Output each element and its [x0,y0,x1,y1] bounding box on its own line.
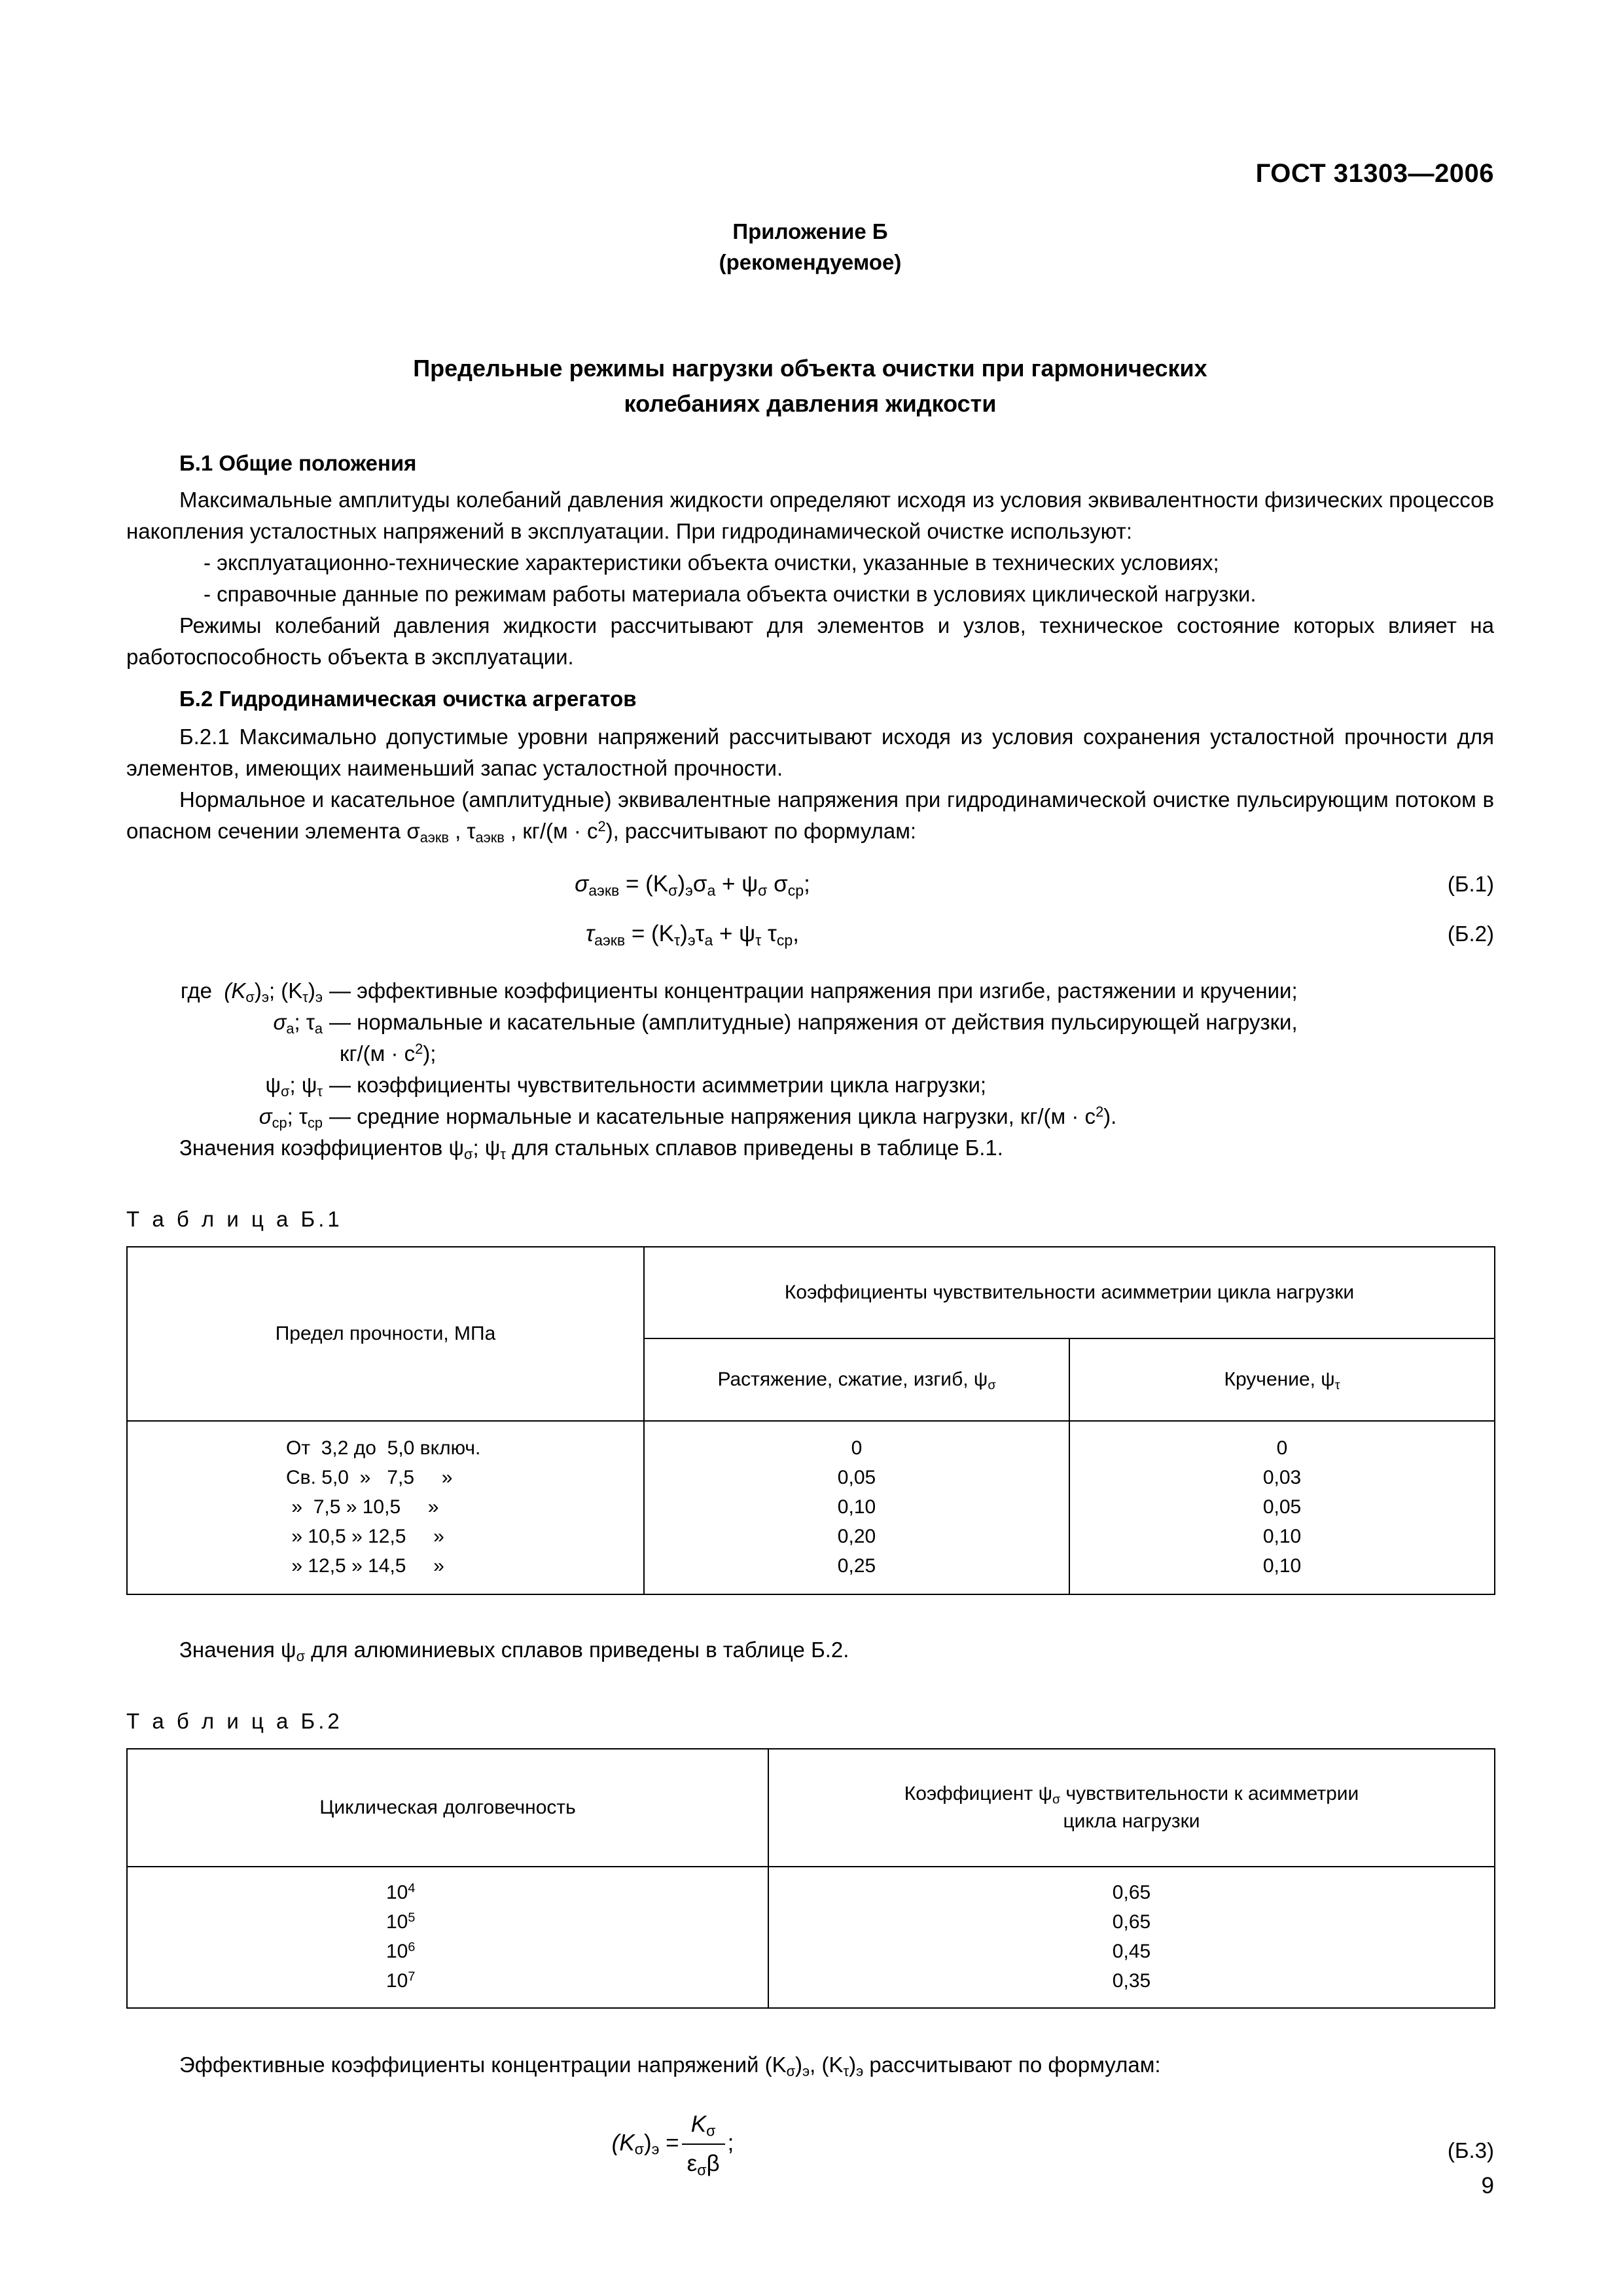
b2-p2-part3: , кг/(м · с [504,819,598,843]
closing-sub-3: τ [843,2063,849,2080]
table-cell-value: 0,03 [1262,1467,1302,1488]
w4-sub1: ср [272,1115,287,1132]
b2-p2-sub2: aэкв [475,829,505,846]
formula-b1-lhs: σ [575,871,589,897]
table-b1-subhead-sigma-sub: σ [988,1378,996,1393]
table-b2-head-right-sub: σ [1052,1792,1061,1807]
cycle-exp: 5 [408,1910,416,1926]
formula-b2-k-sub: τ [674,931,681,949]
formula-b3-numerator [682,2107,725,2144]
w4-text-pre: — средние нормальные и касательные напряжения цикла нагрузки, кг/(м · с [329,1104,1096,1128]
closing-sub-1: σ [786,2063,796,2080]
table-b2-header-row [127,1749,1495,1867]
table-cell-value: 0,10 [837,1496,876,1518]
page-title-line-2: колебаниях давления жидкости [624,390,997,417]
table-row [128,1878,768,1907]
where-item-2 [126,1007,1494,1038]
page-title-line-1: Предельные режимы нагрузки объекта очистки при гармонических [413,355,1207,382]
between-note-sub: σ [296,1648,305,1665]
formula-b1-body [126,867,1494,902]
table-cell-value: 0,65 [1112,1882,1151,1903]
w1-sub3: τ [302,989,308,1006]
formula-b3-denominator [682,2144,725,2181]
w1-mid: ) [254,978,262,1003]
b2-p2-part4: ), рассчитывают по формулам: [605,819,917,843]
closing-sub-4: э [856,2063,864,2080]
w4-text-post: ). [1103,1104,1117,1128]
w3-sub1: σ [281,1083,290,1100]
w4-sub2: ср [308,1115,323,1132]
closing-text-pre: Эффективные коэффициенты концентрации напряжений (K [179,2053,787,2077]
w4-sep: ; τ [287,1104,308,1128]
formula-b3-fraction [682,2107,725,2181]
annex-heading-block [126,216,1494,278]
formula-b3-lhs-sub: σ [634,2140,644,2158]
where-lead: где [180,978,213,1003]
where-item-1-text: — эффективные коэффициенты концентрации напряжения при изгибе, растяжении и кручении; [329,978,1298,1003]
formula-b3-lhs-e: э [651,2140,660,2158]
table-row: От 3,2 до 5,0 включ. [286,1437,481,1459]
table-b1-caption: Т а б л и ц а Б.1 [126,1207,343,1231]
formula-b1-k-sub: σ [668,882,678,899]
w2-unit-pre: кг/(м · с [340,1041,416,1066]
table-row: » 7,5 » 10,5 » [286,1496,439,1518]
table-cell-value: 0,65 [1112,1911,1151,1933]
w1-sep: ; (K [268,978,303,1003]
formula-b3-den-beta: β [706,2151,720,2176]
table-b1-subhead-tau-text: Кручение, ψ [1224,1369,1335,1390]
where-item-2-label [126,1007,329,1038]
table-b1-subhead-tau-sub: τ [1334,1378,1340,1393]
where-definitions [126,975,1494,1164]
formula-b2-e-sub: э [687,931,696,949]
formula-b3-expression [612,2107,734,2181]
cycle-base: 10 [386,1911,408,1933]
formula-b3-body [126,2107,1494,2181]
table-b2-cycles-cell [127,1867,768,2008]
w1-pre: (K [224,978,246,1003]
section-b2 [126,686,1494,712]
w2-unit-post: ); [423,1041,437,1066]
table-b2-body-row [127,1867,1495,2008]
section-b1-paragraph-1: Максимальные амплитуды колебаний давления жидкости определяют исходя из условия эквивалентности физических процессов накопления усталостных напряжений в эксплуатации. При гидродинамической очистке используют: [126,488,1494,543]
formula-b1-s2: σ [767,871,788,897]
formula-b1-s2-sub: ср [787,882,804,899]
table-row: » 12,5 » 14,5 » [286,1555,444,1577]
table-b1-head-group: Коэффициенты чувствительности асимметрии цикла нагрузки [644,1247,1495,1338]
table-b2-head-left: Циклическая долговечность [127,1749,768,1867]
where-item-1 [126,975,1494,1007]
w3-pre: ψ [265,1073,281,1097]
section-b1-bullet-1: - эксплуатационно-технические характеристики объекта очистки, указанные в технических условиях; [204,550,1219,575]
running-head-standard-number: ГОСТ 31303—2006 [1255,159,1494,188]
cycle-base: 10 [386,1970,408,1992]
formula-b2-tail: , [793,921,799,946]
table-cell-value: 0,20 [837,1526,876,1547]
formula-b2-s1-sub: a [704,931,713,949]
where-item-2-text-cont [126,1038,1494,1069]
formula-b2-body [126,916,1494,952]
formula-b3-num-sub: σ [706,2122,716,2140]
formula-b3-eq: = [666,2130,679,2156]
b2-p2-part1: Нормальное и касательное (амплитудные) эквивалентные напряжения при гидродинамической очистке пульсирующим потоком в опасном сечении элемента σ [126,787,1494,843]
annex-status: (рекомендуемое) [719,250,902,274]
formula-b2-s2: τ [761,921,777,946]
section-b1-paragraph-2: Режимы колебаний давления жидкости рассчитывают для элементов и узлов, техническое состояние которых влияет на работоспособность объекта в эксплуатации. [126,613,1494,669]
table-cell-value: 0,35 [1112,1970,1151,1992]
between-note-post: для алюминиевых сплавов приведены в таблице Б.2. [305,1638,849,1662]
formula-b2-s2-sub: ср [776,931,793,949]
formula-b1-tail: ; [804,871,810,897]
table-b1-psi-sigma-cell [644,1421,1069,1594]
where-item-4 [126,1101,1494,1132]
cycle-exp: 4 [408,1881,416,1896]
w4-text-sup: 2 [1096,1103,1104,1121]
section-b2-heading: Б.2 Гидродинамическая очистка агрегатов [179,687,637,711]
w3-sep: ; ψ [289,1073,317,1097]
where-item-4-label [126,1101,329,1132]
page-title [126,351,1494,422]
table-b1-body-row [127,1421,1495,1594]
w1-sub4: э [315,989,323,1006]
formula-b3-number: (Б.3) [1447,2138,1494,2162]
cycle-exp: 7 [408,1969,416,1984]
formula-b2-lhs-sub: aэкв [594,931,626,949]
table-row [128,1937,768,1966]
section-b1 [126,450,1494,476]
content-column [126,216,1494,2181]
table-row [128,1907,768,1937]
formula-b3-num-k: K [690,2111,707,2137]
table-b1-subhead-sigma-text: Растяжение, сжатие, изгиб, ψ [717,1369,988,1390]
w2-sep: ; τ [294,1010,315,1034]
table-cell-value: 0 [851,1437,863,1459]
formula-b2-plus: + ψ [719,921,756,946]
formula-b1-s1-sub: a [707,882,716,899]
table-cell-value: 0,10 [1262,1526,1302,1547]
w2-sub1: a [286,1020,294,1037]
table-b2-head-right-post: чувствительности к асимметрии [1060,1783,1359,1804]
table-b1-head-left: Предел прочности, МПа [127,1247,644,1421]
formula-b2-mid: ) [680,921,688,946]
w1-sub2: э [261,989,269,1006]
w2-sub2: a [314,1020,323,1037]
formula-b1-number: (Б.1) [1447,872,1494,896]
table-b2-caption: Т а б л и ц а Б.2 [126,1709,343,1733]
w2-unit-sup: 2 [415,1041,423,1058]
section-b1-bullet-2: - справочные данные по режимам работы материала объекта очистки в условиях циклической нагрузки. [204,582,1257,606]
formula-b1-eq: = (K [625,871,669,897]
table-row: Св. 5,0 » 7,5 » [286,1467,453,1488]
where-closing-sentence [126,1132,1494,1164]
where-item-1-label [126,975,329,1007]
annex-label: Приложение Б [732,219,888,243]
formula-b3-lhs-close: ) [643,2130,652,2156]
formula-b2-s1: τ [695,921,705,946]
w3-sub2: τ [317,1083,323,1100]
formula-b2-psi-sub: τ [755,931,762,949]
table-cell-value: 0 [1276,1437,1288,1459]
closing-pre: Значения коэффициентов ψ [179,1136,464,1160]
section-b2-paragraph-1: Б.2.1 Максимально допустимые уровни напряжений рассчитывают исходя из условия сохранения усталостной прочности для элементов, имеющих наименьший запас усталостной прочности. [126,725,1494,780]
w1-sub1: σ [245,989,255,1006]
cycle-base: 10 [386,1941,408,1962]
w4-pre: σ [259,1104,272,1128]
formula-b3-lhs: (K [611,2130,635,2156]
closing-sub1: σ [464,1146,473,1163]
closing-mid-1: ) [795,2053,803,2077]
closing-mid-2: ) [849,2053,857,2077]
table-cell-value: 0,45 [1112,1941,1151,1962]
where-item-3 [126,1069,1494,1101]
closing-sub2: τ [500,1146,506,1163]
formula-b2-number: (Б.2) [1447,922,1494,946]
table-b2-values-cell [768,1867,1495,2008]
closing-sub-2: э [802,2063,810,2080]
formula-b3-row [126,2107,1494,2181]
table-b1-subhead-sigma [644,1338,1069,1421]
formula-b1-psi-sub: σ [758,882,768,899]
formula-b1-s1: σ [692,871,707,897]
table-cell-value: 0,25 [837,1555,876,1577]
where-item-2-text: — нормальные и касательные (амплитудные) напряжения от действия пульсирующей нагрузки, [329,1010,1298,1034]
w1-mid2: ) [308,978,315,1003]
b2-p2-sub1: aэкв [419,829,449,846]
table-cell-value: 0,05 [1262,1496,1302,1518]
formula-b1-lhs-sub: aэкв [588,882,620,899]
table-cell-value: 0,05 [837,1467,876,1488]
between-tables-note [126,1634,1494,1666]
between-note-pre: Значения ψ [179,1638,296,1662]
where-item-3-label [126,1069,329,1101]
where-item-4-text [329,1101,1494,1132]
closing-sep: , (K [810,2053,844,2077]
formula-b1-row [126,867,1494,902]
table-b1 [126,1246,1495,1595]
cycle-exp: 6 [408,1940,416,1955]
table-b1-psi-tau-cell [1069,1421,1495,1594]
closing-mid: ; ψ [473,1136,501,1160]
table-b2-head-right-line2: цикла нагрузки [1063,1810,1200,1832]
formula-b1-mid: ) [677,871,686,897]
table-b2-head-right [768,1749,1495,1867]
table-row [128,1966,768,1996]
table-b2 [126,1748,1495,2009]
w2-pre: σ [273,1010,287,1034]
formula-b1-plus: + ψ [722,871,758,897]
page-number: 9 [1481,2173,1494,2198]
formula-b3-den-eps: ε [687,2151,698,2176]
closing-text-post: рассчитывают по формулам: [863,2053,1161,2077]
where-item-3-text: — коэффициенты чувствительности асимметрии цикла нагрузки; [329,1073,987,1097]
table-b1-header-row-1 [127,1247,1495,1338]
closing-paragraph [126,2049,1494,2081]
b2-p2-sup: 2 [597,818,606,835]
table-b1-subhead-tau [1069,1338,1495,1421]
section-b1-heading: Б.1 Общие положения [179,451,417,475]
table-cell-value: 0,10 [1262,1555,1302,1577]
cycle-base: 10 [386,1882,408,1903]
formula-b3-den-eps-sub: σ [697,2161,707,2179]
table-row: » 10,5 » 12,5 » [286,1526,444,1547]
table-b1-ranges-cell [127,1421,644,1594]
formula-b2-expression [586,916,799,952]
formula-b1-e-sub: э [685,882,693,899]
formula-b2-row [126,916,1494,952]
formula-b2-lhs: τ [586,921,595,946]
closing-post: для стальных сплавов приведены в таблице Б.1. [505,1136,1003,1160]
formula-b3-tail: ; [727,2130,734,2156]
section-b2-paragraph-2 [126,784,1494,847]
formula-b1-expression [575,867,810,902]
formula-b2-eq: = (K [631,921,675,946]
b2-p2-part2: , τ [449,819,476,843]
table-b2-head-right-pre: Коэффициент ψ [904,1783,1052,1804]
